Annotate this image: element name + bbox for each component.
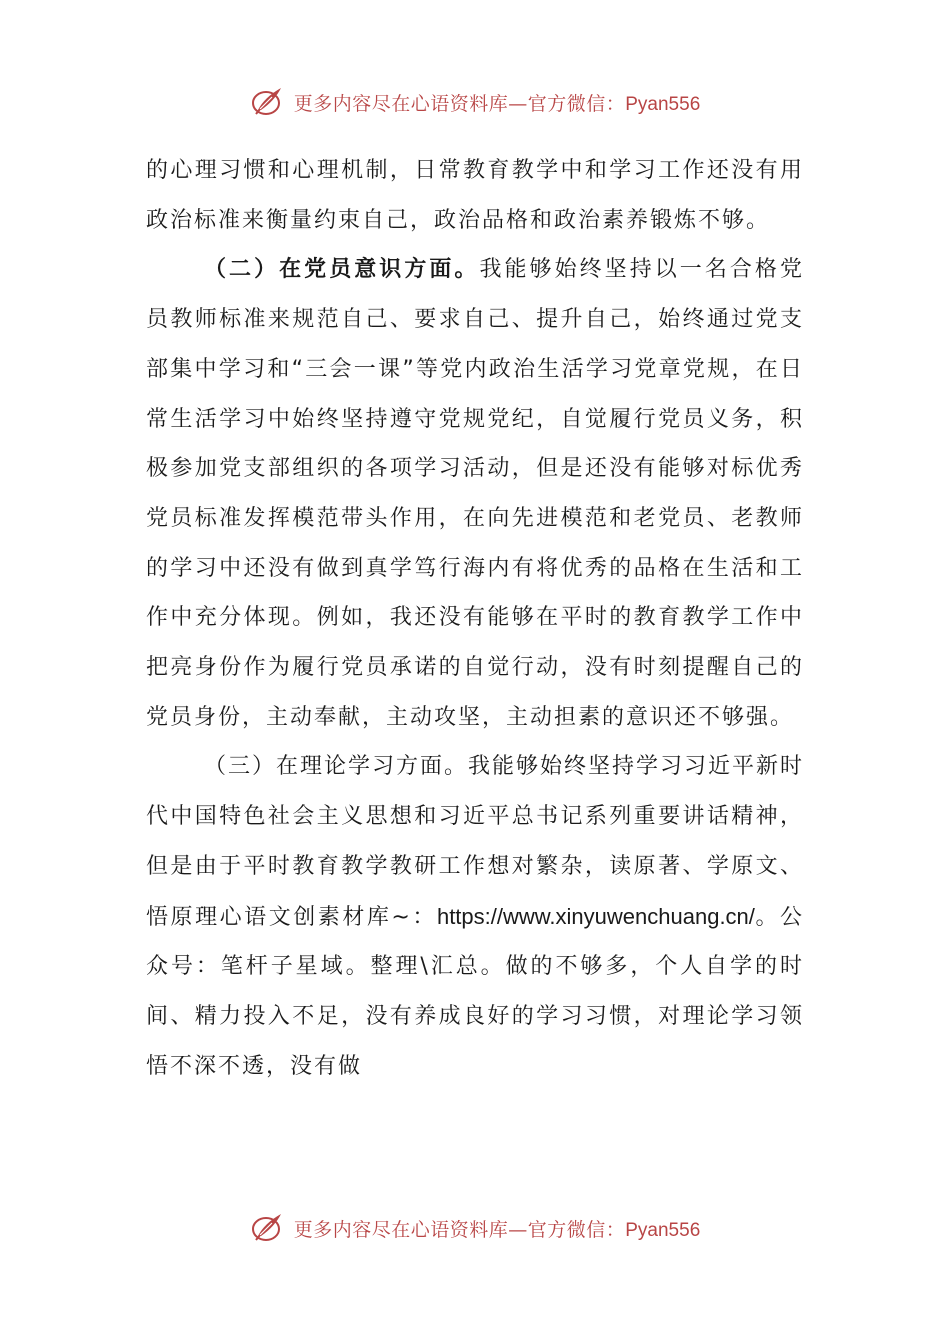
header-wechat-id: Pyan556 xyxy=(625,93,701,115)
paragraph-theory-study-part1: （三）在理论学习方面。我能够始终坚持学习习近平新时代中国特色社会主义思想和习近平总书记系列重要讲话精神，但是由于平时教育教学教研工作想对繁杂，读原著、学原文、悟原理心语文创素材库~： xyxy=(146,754,805,930)
paragraph-theory-study-part2: 。公众号：笔杆子星域。整理\汇总。做的不够多，个人自学的时间、精力投入不足，没有养成良好的学习习惯，对理论学习领悟不深不透，没有做 xyxy=(146,904,804,1079)
source-url-link[interactable]: https://www.xinyuwenchuang.cn/ xyxy=(436,903,755,929)
header-banner-text xyxy=(294,89,701,116)
paragraph-party-awareness xyxy=(146,245,804,742)
footer-banner xyxy=(0,1208,950,1248)
quill-pen-logo-icon xyxy=(250,1210,286,1246)
footer-banner-text xyxy=(294,1215,701,1242)
header-banner xyxy=(0,82,950,122)
footer-banner-label: 更多内容尽在心语资料库—官方微信： xyxy=(293,1218,626,1241)
document-body xyxy=(146,146,804,1091)
header-banner-label: 更多内容尽在心语资料库—官方微信： xyxy=(293,92,626,115)
quill-pen-logo-icon xyxy=(250,84,286,120)
paragraph-political-habits: 的心理习惯和心理机制，日常教育教学中和学习工作还没有用政治标准来衡量约束自己，政治品格和政治素养锻炼不够。 xyxy=(146,158,804,233)
footer-wechat-id: Pyan556 xyxy=(625,1219,701,1241)
section-heading-party-awareness: （二）在党员意识方面。 xyxy=(204,257,480,283)
paragraph-theory-study xyxy=(146,742,804,1091)
paragraph-party-awareness-body: 我能够始终坚持以一名合格党员教师标准来规范自己、要求自己、提升自己，始终通过党支部集中学习和“三会一课”等党内政治生活学习党章党规，在日常生活学习中始终坚持遵守党规党纪，自觉履行党员义务，积极参加党支部组织的各项学习活动，但是还没有能够对标优秀党员标准发挥模范带头作用，在向先进模范和老党员、老教师的学习中还没有做到真学笃行海内有将优秀的品格在生活和工作中充分体现。例如，我还没有能够在平时的教育教学工作中把亮身份作为履行党员承诺的自觉行动，没有时刻提醒自己的党员身份，主动奉献，主动攻坚，主动担素的意识还不够强。 xyxy=(146,257,805,730)
